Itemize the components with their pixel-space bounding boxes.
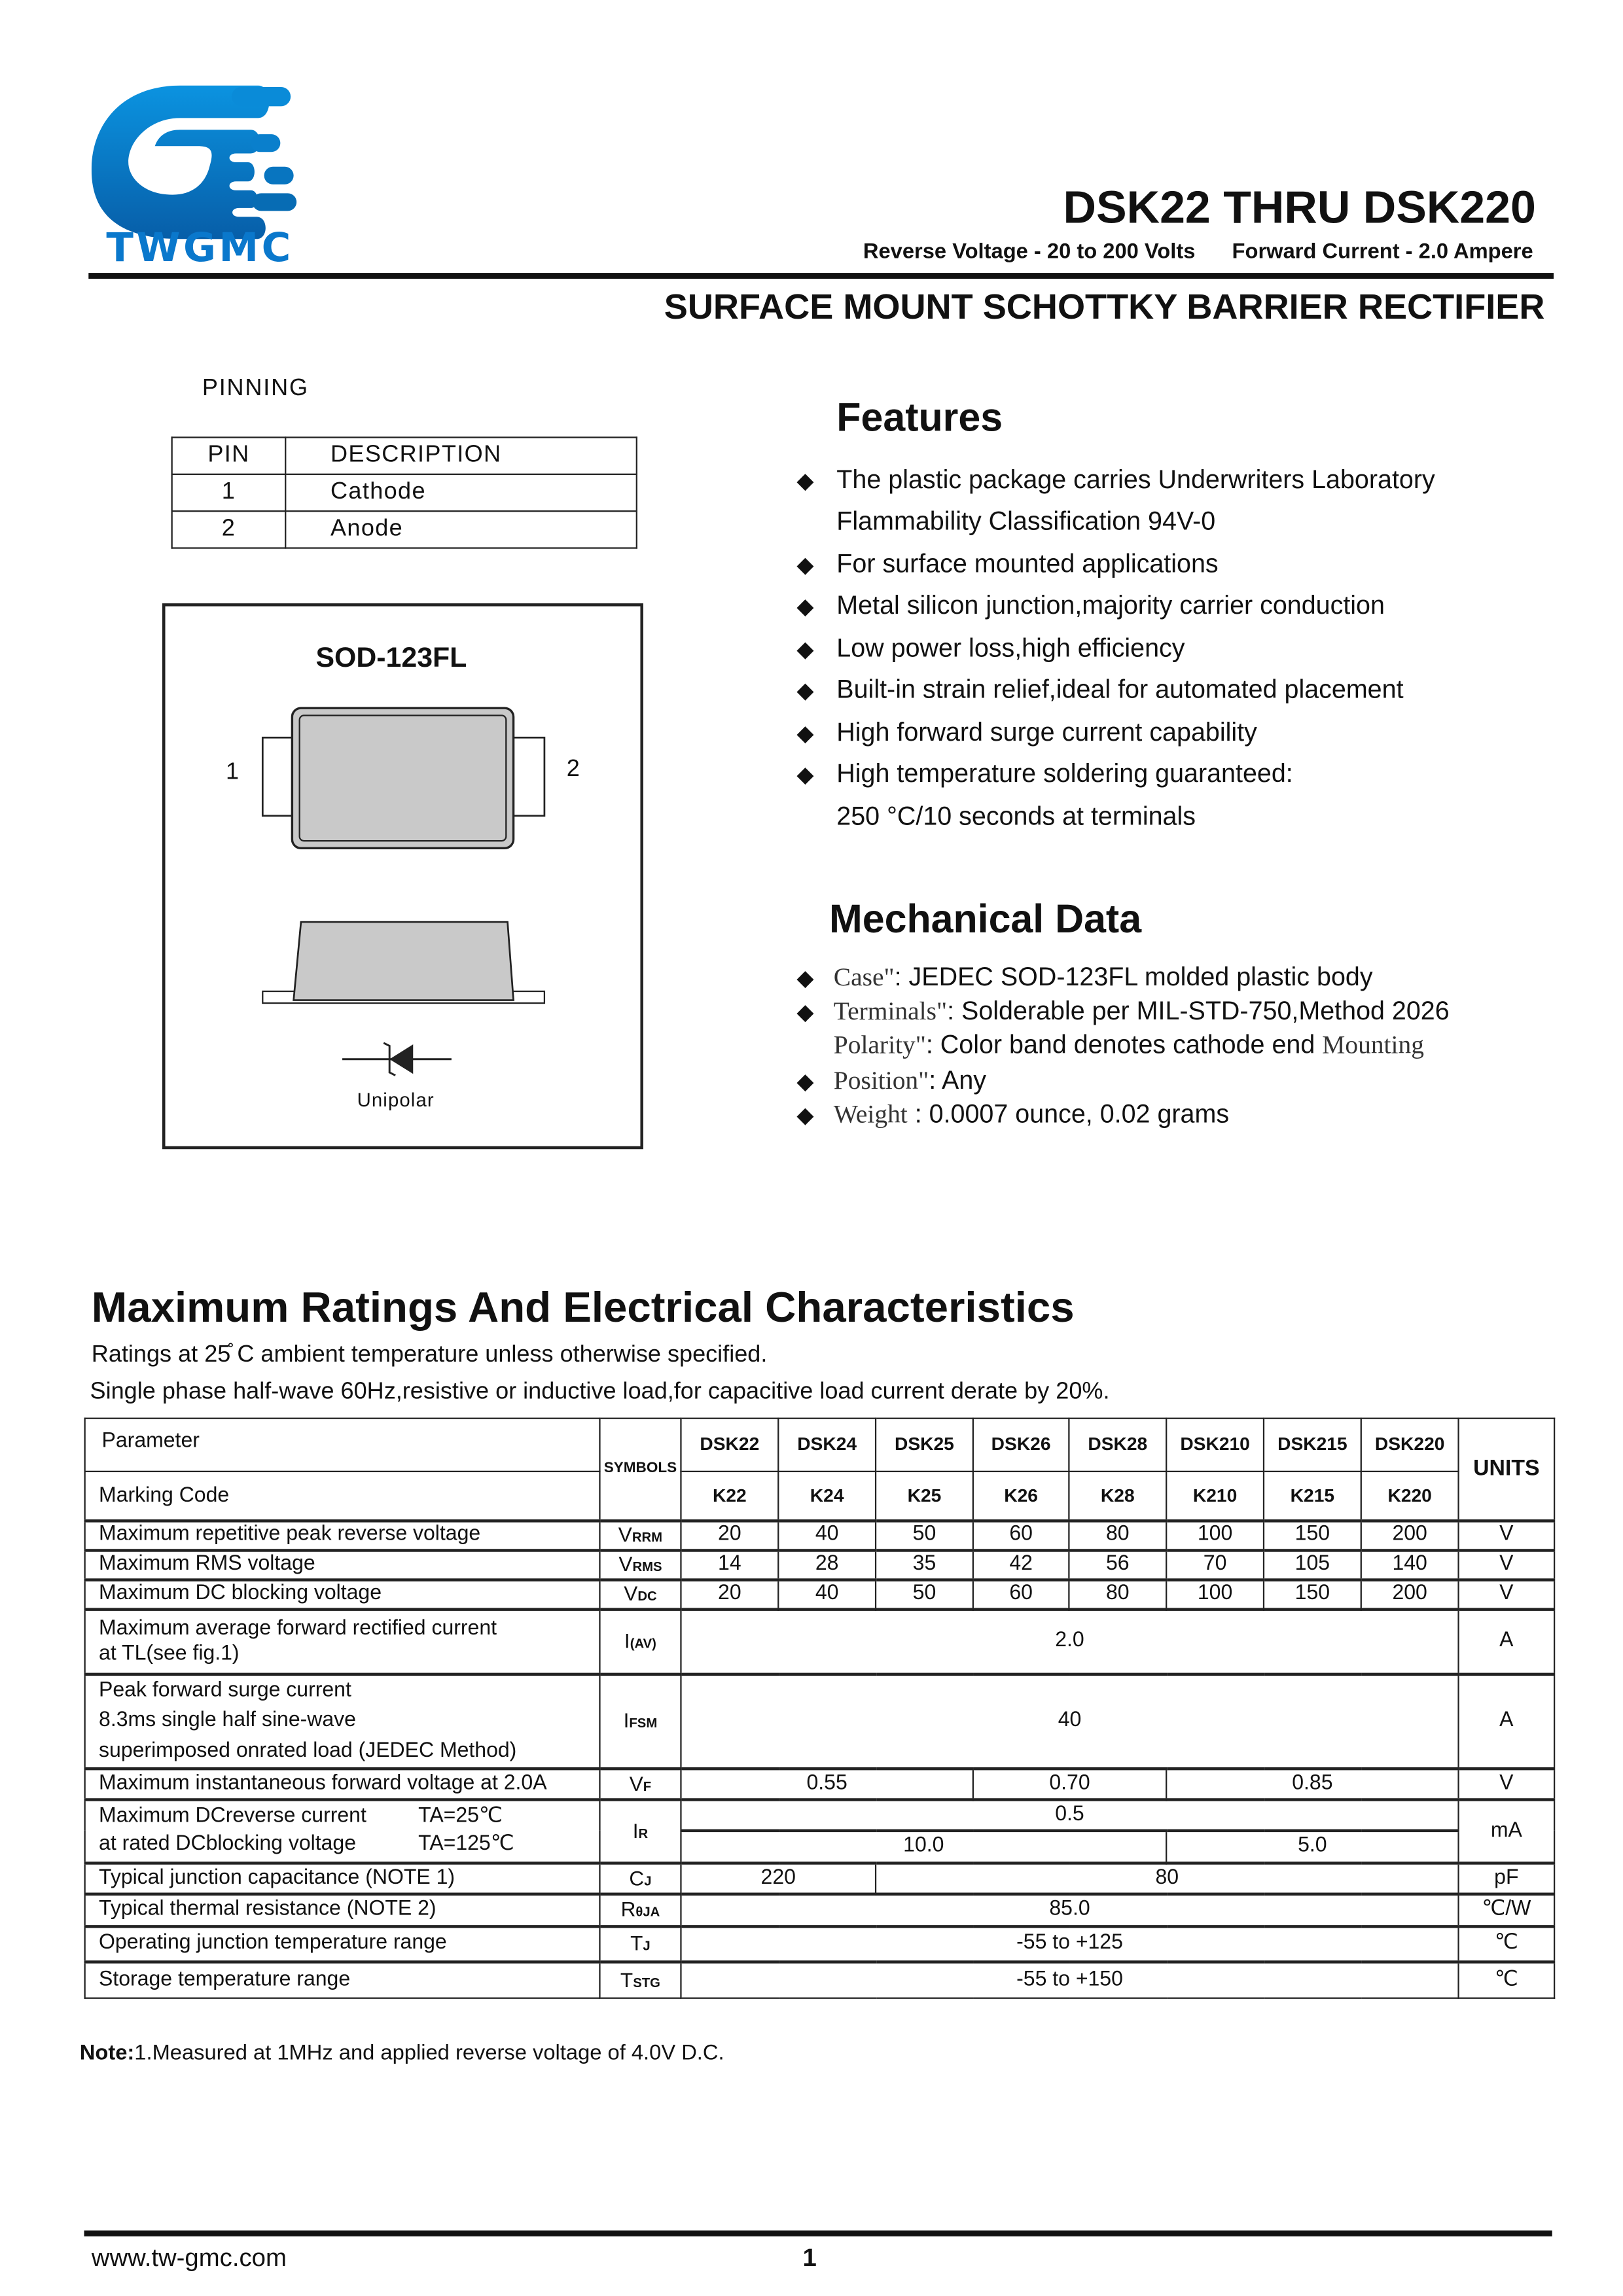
unit: ℃ <box>1459 1926 1555 1961</box>
bullet-diamond-icon: ◆ <box>796 553 814 578</box>
ifsm-row <box>85 1674 1554 1768</box>
bullet-diamond-icon: ◆ <box>796 594 814 620</box>
ratings-note-1: Ratings at 25̊ C ambient temperature unless otherwise specified. <box>91 1342 768 1368</box>
symbol: IR <box>599 1799 681 1862</box>
param-label: Storage temperature range <box>85 1961 600 1998</box>
features-heading: Features <box>836 395 1003 440</box>
value: 14 <box>681 1549 778 1579</box>
vrms-row <box>85 1549 1554 1579</box>
mech-item: ◆ Case": JEDEC SOD-123FL molded plastic body <box>796 961 1373 992</box>
value: 85.0 <box>681 1894 1458 1926</box>
unit: A <box>1459 1674 1555 1768</box>
param-label: Peak forward surge current 8.3ms single half sine-wave superimposed onrated load (JEDEC Method) <box>85 1674 600 1768</box>
reverse-voltage-spec: Reverse Voltage - 20 to 200 Volts <box>863 240 1196 264</box>
product-subtitle: SURFACE MOUNT SCHOTTKY BARRIER RECTIFIER <box>664 287 1545 328</box>
mech-item: ◆ Weight : 0.0007 ounce, 0.02 grams <box>796 1099 1230 1129</box>
part-header: DSK28 <box>1069 1419 1166 1472</box>
pin-description: Cathode <box>285 474 637 511</box>
value: 140 <box>1361 1549 1459 1579</box>
value: 100 <box>1166 1579 1264 1608</box>
bullet-diamond-icon: ◆ <box>796 721 814 747</box>
value: 35 <box>876 1549 973 1579</box>
value: 70 <box>1166 1549 1264 1579</box>
feature-item: ◆ The plastic package carries Underwriters Laboratory <box>796 465 1435 495</box>
vdc-row <box>85 1579 1554 1608</box>
rth-row <box>85 1894 1554 1926</box>
value: 105 <box>1264 1549 1361 1579</box>
param-label: Typical thermal resistance (NOTE 2) <box>85 1894 600 1926</box>
value: 50 <box>876 1520 973 1549</box>
param-label: Typical junction capacitance (NOTE 1) <box>85 1862 600 1893</box>
bullet-diamond-icon: ◆ <box>796 679 814 704</box>
ratings-table <box>84 1418 1556 1999</box>
value: -55 to +125 <box>681 1926 1458 1961</box>
iav-row <box>85 1609 1554 1674</box>
bullet-diamond-icon: ◆ <box>796 966 814 992</box>
bullet-diamond-icon: ◆ <box>796 468 814 495</box>
feature-item: ◆ Metal silicon junction,majority carrier conduction <box>796 590 1385 620</box>
marking-code: K26 <box>973 1472 1069 1520</box>
value: 0.5 <box>681 1799 1458 1829</box>
bullet-diamond-icon: ◆ <box>796 637 814 663</box>
footnote: Note:1.Measured at 1MHz and applied reverse voltage of 4.0V D.C. <box>79 2041 724 2066</box>
ir-row <box>85 1799 1554 1829</box>
value: 80 <box>1069 1579 1166 1608</box>
value: 80 <box>876 1862 1459 1893</box>
value: 60 <box>973 1520 1069 1549</box>
mechanical-heading: Mechanical Data <box>829 896 1142 942</box>
unit: pF <box>1459 1862 1555 1893</box>
document-title: DSK22 THRU DSK220 <box>1063 181 1536 234</box>
part-header: DSK210 <box>1166 1419 1264 1472</box>
package-body-top <box>292 708 513 848</box>
value: 28 <box>778 1549 876 1579</box>
value: 10.0 <box>681 1830 1166 1863</box>
symbol-label: Unipolar <box>357 1088 435 1111</box>
symbol: VF <box>599 1768 681 1799</box>
value: 200 <box>1361 1579 1459 1608</box>
part-header: DSK25 <box>876 1419 973 1472</box>
param-label: Maximum average forward rectified current at TL(see fig.1) <box>85 1609 600 1674</box>
mech-item: ◆ Terminals": Solderable per MIL-STD-750,Method 2026 <box>796 995 1450 1025</box>
header-rule <box>88 273 1554 279</box>
unit: ℃ <box>1459 1961 1555 1998</box>
bullet-diamond-icon: ◆ <box>796 1000 814 1025</box>
value: 40 <box>778 1579 876 1608</box>
bullet-diamond-icon: ◆ <box>796 762 814 788</box>
mech-item: Polarity": Color band denotes cathode end Mounting <box>833 1029 1424 1059</box>
parameter-header: Parameter <box>85 1419 600 1472</box>
value: 20 <box>681 1520 778 1549</box>
unit: mA <box>1459 1799 1555 1862</box>
marking-row <box>85 1472 1554 1520</box>
package-drawing <box>251 701 560 1129</box>
symbol: I(AV) <box>599 1609 681 1674</box>
value: 100 <box>1166 1520 1264 1549</box>
pin2-label: 2 <box>566 756 580 782</box>
forward-current-spec: Forward Current - 2.0 Ampere <box>1232 240 1533 264</box>
page-number: 1 <box>802 2244 817 2272</box>
value: 5.0 <box>1166 1830 1458 1863</box>
value: 2.0 <box>681 1609 1458 1674</box>
pin-header: PIN <box>172 437 286 474</box>
value: 150 <box>1264 1579 1361 1608</box>
value: 0.55 <box>681 1768 972 1799</box>
value: 220 <box>681 1862 876 1893</box>
bullet-diamond-icon: ◆ <box>796 1103 814 1129</box>
unit: V <box>1459 1549 1555 1579</box>
value: 200 <box>1361 1520 1459 1549</box>
symbols-header: SYMBOLS <box>599 1419 681 1521</box>
lead-right <box>512 737 544 815</box>
pin-number: 2 <box>172 511 286 548</box>
value: 40 <box>778 1520 876 1549</box>
lead-left <box>262 737 295 815</box>
pin-description: Anode <box>285 511 637 548</box>
unit: ℃/W <box>1459 1894 1555 1926</box>
feature-item: ◆ High forward surge current capability <box>796 716 1257 747</box>
symbol: CJ <box>599 1862 681 1893</box>
footer-rule <box>84 2231 1552 2236</box>
part-header: DSK24 <box>778 1419 876 1472</box>
part-header: DSK26 <box>973 1419 1069 1472</box>
symbol: TSTG <box>599 1961 681 1998</box>
symbol: RθJA <box>599 1894 681 1926</box>
cj-row <box>85 1862 1554 1893</box>
symbol: VRRM <box>599 1520 681 1549</box>
description-header: DESCRIPTION <box>285 437 637 474</box>
feature-item: ◆ For surface mounted applications <box>796 548 1219 578</box>
pin-number: 1 <box>172 474 286 511</box>
param-label: Maximum RMS voltage <box>85 1549 600 1579</box>
marking-code: K220 <box>1361 1472 1459 1520</box>
marking-code: K22 <box>681 1472 778 1520</box>
unit: V <box>1459 1579 1555 1608</box>
package-body-side <box>294 922 514 1000</box>
ratings-note-2: Single phase half-wave 60Hz,resistive or inductive load,for capacitive load current derate by 20%. <box>90 1379 1110 1405</box>
vf-row <box>85 1768 1554 1799</box>
marking-code: K28 <box>1069 1472 1166 1520</box>
part-header: DSK215 <box>1264 1419 1361 1472</box>
part-header: DSK220 <box>1361 1419 1459 1472</box>
marking-code: K24 <box>778 1472 876 1520</box>
param-label: Operating junction temperature range <box>85 1926 600 1961</box>
header-row <box>85 1419 1554 1472</box>
value: 60 <box>973 1579 1069 1608</box>
mech-item: ◆ Position": Any <box>796 1065 987 1095</box>
pin1-label: 1 <box>225 760 240 785</box>
value: 80 <box>1069 1520 1166 1549</box>
logo-text: TWGMC <box>106 225 294 272</box>
part-header: DSK22 <box>681 1419 778 1472</box>
ratings-heading: Maximum Ratings And Electrical Characteristics <box>91 1284 1075 1332</box>
package-name: SOD-123FL <box>315 643 467 675</box>
symbol: TJ <box>599 1926 681 1961</box>
unit: A <box>1459 1609 1555 1674</box>
marking-code: K25 <box>876 1472 973 1520</box>
diode-symbol-icon <box>342 1043 452 1076</box>
param-label: Maximum instantaneous forward voltage at 2.0A <box>85 1768 600 1799</box>
marking-code: K210 <box>1166 1472 1264 1520</box>
feature-item: ◆ Built-in strain relief,ideal for automated placement <box>796 674 1404 704</box>
value: 40 <box>681 1674 1458 1768</box>
symbol: VDC <box>599 1579 681 1608</box>
tj-row <box>85 1926 1554 1961</box>
company-logo <box>92 81 313 277</box>
marking-code: K215 <box>1264 1472 1361 1520</box>
feature-item: ◆ High temperature soldering guaranteed: <box>796 758 1293 788</box>
param-label: Maximum repetitive peak reverse voltage <box>85 1520 600 1549</box>
value: 150 <box>1264 1520 1361 1549</box>
param-label: Maximum DC blocking voltage <box>85 1579 600 1608</box>
value: 20 <box>681 1579 778 1608</box>
marking-code-label: Marking Code <box>85 1472 600 1520</box>
value: -55 to +150 <box>681 1961 1458 1998</box>
symbol: IFSM <box>599 1674 681 1768</box>
param-label: Maximum DCreverse current TA=25℃ at rated DCblocking voltage TA=125℃ <box>85 1799 600 1862</box>
value: 0.85 <box>1166 1768 1458 1799</box>
symbol: VRMS <box>599 1549 681 1579</box>
bullet-diamond-icon: ◆ <box>796 1069 814 1095</box>
tstg-row <box>85 1961 1554 1998</box>
vrrm-row <box>85 1520 1554 1549</box>
unit: V <box>1459 1520 1555 1549</box>
feature-item: ◆ Low power loss,high efficiency <box>796 633 1185 663</box>
value: 42 <box>973 1549 1069 1579</box>
unit: V <box>1459 1768 1555 1799</box>
footer-url[interactable]: www.tw-gmc.com <box>91 2244 287 2272</box>
value: 0.70 <box>973 1768 1166 1799</box>
pinning-table <box>171 436 637 548</box>
units-header: UNITS <box>1459 1419 1555 1521</box>
value: 50 <box>876 1579 973 1608</box>
pinning-title: PINNING <box>202 376 309 402</box>
value: 56 <box>1069 1549 1166 1579</box>
